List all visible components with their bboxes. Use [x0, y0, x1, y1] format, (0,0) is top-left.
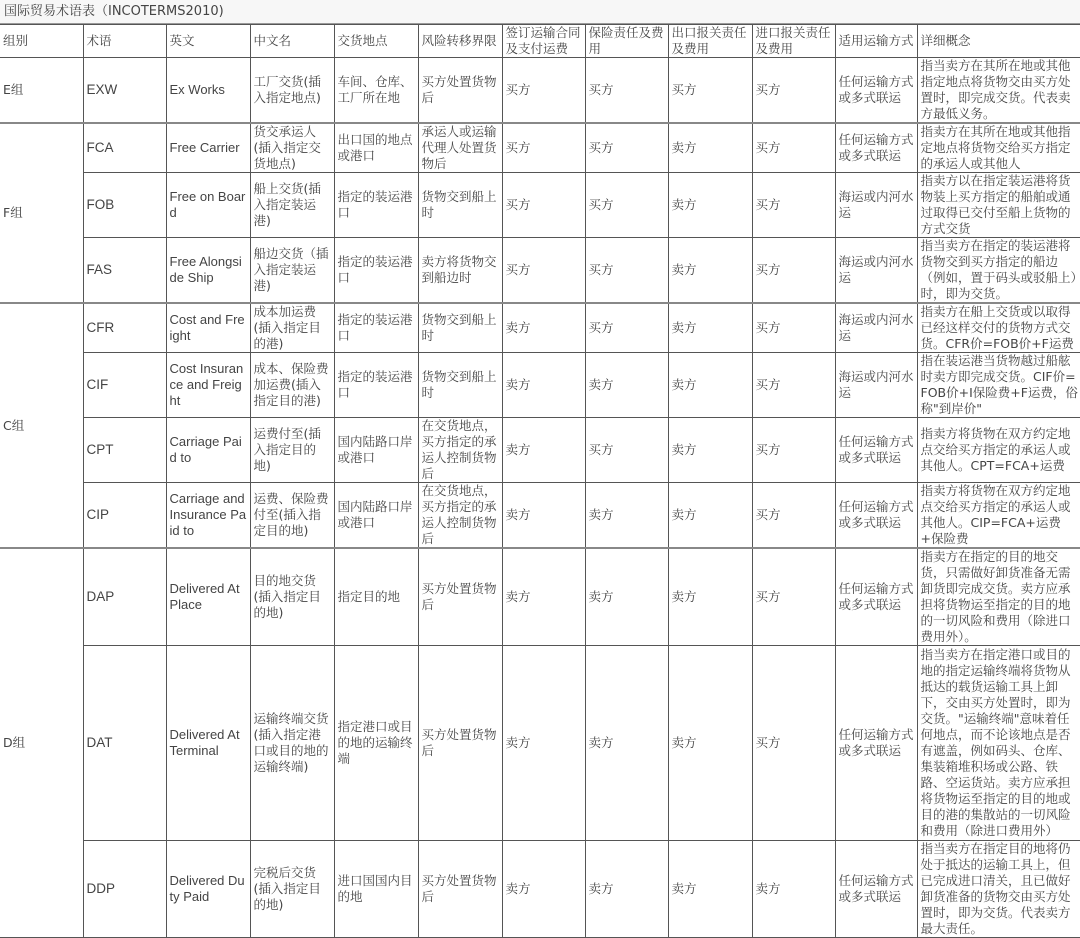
export-cell: 卖方	[668, 548, 752, 646]
mode-cell: 海运或内河水运	[835, 303, 917, 353]
risk-cell: 货物交到船上时	[418, 303, 502, 353]
chinese-cell: 目的地交货(插入指定目的地)	[250, 548, 334, 646]
header-cell-export: 出口报关责任及费用	[668, 25, 752, 58]
mode-cell: 海运或内河水运	[835, 238, 917, 304]
risk-cell: 买方处置货物后	[418, 548, 502, 646]
english-cell: Free on Board	[166, 173, 250, 238]
risk-cell: 卖方将货物交到船边时	[418, 238, 502, 304]
import-cell: 买方	[752, 548, 835, 646]
term-cell: DAP	[83, 548, 166, 646]
english-cell: Carriage Paid to	[166, 418, 250, 483]
table-row	[0, 303, 1080, 353]
risk-cell: 买方处置货物后	[418, 646, 502, 841]
table-row	[0, 646, 1080, 841]
mode-cell: 任何运输方式或多式联运	[835, 418, 917, 483]
chinese-cell: 工厂交货(插入指定地点)	[250, 58, 334, 124]
transport-cell: 卖方	[502, 353, 585, 418]
export-cell: 卖方	[668, 303, 752, 353]
header-cell-insurance: 保险责任及费用	[585, 25, 668, 58]
import-cell: 卖方	[752, 841, 835, 938]
header-cell-chinese: 中文名	[250, 25, 334, 58]
mode-cell: 海运或内河水运	[835, 353, 917, 418]
risk-cell: 买方处置货物后	[418, 58, 502, 124]
english-cell: Ex Works	[166, 58, 250, 124]
insurance-cell: 买方	[585, 418, 668, 483]
english-cell: Cost Insurance and Freight	[166, 353, 250, 418]
term-cell: CIP	[83, 483, 166, 549]
mode-cell: 任何运输方式或多式联运	[835, 123, 917, 173]
term-cell: CIF	[83, 353, 166, 418]
concept-cell: 指当卖方在指定目的地将仍处于抵达的运输工具上，但已完成进口清关，且已做好卸货准备的货物交由买方处置时，即为交货。代表卖方最大责任。	[917, 841, 1080, 938]
table-row	[0, 123, 1080, 173]
header-cell-risk: 风险转移界限	[418, 25, 502, 58]
term-cell: FAS	[83, 238, 166, 304]
group-cell: E组	[0, 58, 83, 124]
insurance-cell: 卖方	[585, 483, 668, 549]
header-cell-import: 进口报关责任及费用	[752, 25, 835, 58]
term-cell: DAT	[83, 646, 166, 841]
concept-cell: 指卖方在指定的目的地交货，只需做好卸货准备无需卸货即完成交货。卖方应承担将货物运至指定的目的地的一切风险和费用（除进口费用外）。	[917, 548, 1080, 646]
table-row	[0, 548, 1080, 646]
term-cell: EXW	[83, 58, 166, 124]
term-cell: DDP	[83, 841, 166, 938]
delivery-cell: 指定的装运港口	[334, 303, 418, 353]
concept-cell: 指卖方将货物在双方约定地点交给买方指定的承运人或其他人。CPT=FCA+运费	[917, 418, 1080, 483]
mode-cell: 海运或内河水运	[835, 173, 917, 238]
insurance-cell: 卖方	[585, 646, 668, 841]
mode-cell: 任何运输方式或多式联运	[835, 841, 917, 938]
concept-cell: 指卖方在船上交货或以取得已经这样交付的货物方式交货。CFR价=FOB价+F运费	[917, 303, 1080, 353]
header-cell-transport: 签订运输合同及支付运费	[502, 25, 585, 58]
table-row	[0, 58, 1080, 124]
export-cell: 买方	[668, 58, 752, 124]
delivery-cell: 指定的装运港口	[334, 173, 418, 238]
header-cell-mode: 适用运输方式	[835, 25, 917, 58]
english-cell: Delivered Duty Paid	[166, 841, 250, 938]
delivery-cell: 进口国国内目的地	[334, 841, 418, 938]
chinese-cell: 成本加运费(插入指定目的港)	[250, 303, 334, 353]
group-cell: C组	[0, 303, 83, 548]
header-cell-concept: 详细概念	[917, 25, 1080, 58]
transport-cell: 卖方	[502, 418, 585, 483]
concept-cell: 指卖方在其所在地或其他指定地点将货物交给买方指定的承运人或其他人	[917, 123, 1080, 173]
insurance-cell: 卖方	[585, 841, 668, 938]
delivery-cell: 指定港口或目的地的运输终端	[334, 646, 418, 841]
import-cell: 买方	[752, 58, 835, 124]
incoterms-table	[0, 24, 1080, 938]
export-cell: 卖方	[668, 353, 752, 418]
mode-cell: 任何运输方式或多式联运	[835, 483, 917, 549]
export-cell: 卖方	[668, 173, 752, 238]
mode-cell: 任何运输方式或多式联运	[835, 646, 917, 841]
transport-cell: 卖方	[502, 841, 585, 938]
table-title: 国际贸易术语表（INCOTERMS2010)	[0, 0, 1080, 24]
import-cell: 买方	[752, 353, 835, 418]
delivery-cell: 指定的装运港口	[334, 238, 418, 304]
delivery-cell: 国内陆路口岸或港口	[334, 483, 418, 549]
concept-cell: 指卖方将货物在双方约定地点交给买方指定的承运人或其他人。CIP=FCA+运费+保险费	[917, 483, 1080, 549]
term-cell: CFR	[83, 303, 166, 353]
table-row	[0, 238, 1080, 304]
risk-cell: 在交货地点，买方指定的承运人控制货物后	[418, 483, 502, 549]
english-cell: Delivered At Terminal	[166, 646, 250, 841]
header-cell-delivery: 交货地点	[334, 25, 418, 58]
transport-cell: 买方	[502, 123, 585, 173]
header-row	[0, 25, 1080, 58]
transport-cell: 买方	[502, 173, 585, 238]
export-cell: 卖方	[668, 238, 752, 304]
risk-cell: 货物交到船上时	[418, 173, 502, 238]
header-cell-english: 英文	[166, 25, 250, 58]
insurance-cell: 买方	[585, 123, 668, 173]
risk-cell: 承运人或运输代理人处置货物后	[418, 123, 502, 173]
concept-cell: 指卖方以在指定装运港将货物装上买方指定的船舶或通过取得已交付至船上货物的方式交货	[917, 173, 1080, 238]
export-cell: 卖方	[668, 123, 752, 173]
transport-cell: 卖方	[502, 303, 585, 353]
term-cell: FOB	[83, 173, 166, 238]
chinese-cell: 运费付至(插入指定目的地)	[250, 418, 334, 483]
chinese-cell: 船边交货（插入指定装运港)	[250, 238, 334, 304]
term-cell: FCA	[83, 123, 166, 173]
chinese-cell: 完税后交货(插入指定目的地)	[250, 841, 334, 938]
insurance-cell: 买方	[585, 303, 668, 353]
delivery-cell: 指定目的地	[334, 548, 418, 646]
export-cell: 卖方	[668, 418, 752, 483]
english-cell: Free Alongside Ship	[166, 238, 250, 304]
transport-cell: 卖方	[502, 483, 585, 549]
import-cell: 买方	[752, 173, 835, 238]
table-row	[0, 483, 1080, 549]
table-row	[0, 173, 1080, 238]
insurance-cell: 卖方	[585, 548, 668, 646]
risk-cell: 买方处置货物后	[418, 841, 502, 938]
english-cell: Free Carrier	[166, 123, 250, 173]
export-cell: 卖方	[668, 483, 752, 549]
transport-cell: 卖方	[502, 646, 585, 841]
import-cell: 买方	[752, 238, 835, 304]
header-cell-term: 术语	[83, 25, 166, 58]
delivery-cell: 指定的装运港口	[334, 353, 418, 418]
english-cell: Carriage and Insurance Paid to	[166, 483, 250, 549]
insurance-cell: 买方	[585, 238, 668, 304]
insurance-cell: 买方	[585, 58, 668, 124]
group-cell: D组	[0, 548, 83, 938]
import-cell: 买方	[752, 646, 835, 841]
header-cell-group: 组别	[0, 25, 83, 58]
insurance-cell: 卖方	[585, 353, 668, 418]
import-cell: 买方	[752, 483, 835, 549]
transport-cell: 买方	[502, 238, 585, 304]
delivery-cell: 车间、仓库、工厂所在地	[334, 58, 418, 124]
chinese-cell: 成本、保险费加运费(插入指定目的港)	[250, 353, 334, 418]
mode-cell: 任何运输方式或多式联运	[835, 58, 917, 124]
english-cell: Delivered At Place	[166, 548, 250, 646]
insurance-cell: 买方	[585, 173, 668, 238]
concept-cell: 指当卖方在其所在地或其他指定地点将货物交由买方处置时，即完成交货。代表卖方最低义务。	[917, 58, 1080, 124]
chinese-cell: 船上交货(插入指定装运港)	[250, 173, 334, 238]
export-cell: 卖方	[668, 646, 752, 841]
risk-cell: 在交货地点，买方指定的承运人控制货物后	[418, 418, 502, 483]
concept-cell: 指在装运港当货物越过船舷时卖方即完成交货。CIF价=FOB价+I保险费+F运费，俗称"到岸价"	[917, 353, 1080, 418]
chinese-cell: 运输终端交货(插入指定港口或目的地的运输终端)	[250, 646, 334, 841]
export-cell: 卖方	[668, 841, 752, 938]
english-cell: Cost and Freight	[166, 303, 250, 353]
chinese-cell: 运费、保险费付至(插入指定目的地)	[250, 483, 334, 549]
chinese-cell: 货交承运人(插入指定交货地点)	[250, 123, 334, 173]
risk-cell: 货物交到船上时	[418, 353, 502, 418]
table-row	[0, 418, 1080, 483]
concept-cell: 指当卖方在指定港口或目的地的指定运输终端将货物从抵达的载货运输工具上卸下，交由买方处置时，即为交货。"运输终端"意味着任何地点，而不论该地点是否有遮盖，例如码头、仓库、集装箱堆积场或公路、铁路、空运货站。卖方应承担将货物运至指定的目的地或目的港的集散站的一切风险和费用（除进口费用外）	[917, 646, 1080, 841]
delivery-cell: 国内陆路口岸或港口	[334, 418, 418, 483]
term-cell: CPT	[83, 418, 166, 483]
import-cell: 买方	[752, 123, 835, 173]
delivery-cell: 出口国的地点或港口	[334, 123, 418, 173]
concept-cell: 指当卖方在指定的装运港将货物交到买方指定的船边（例如，置于码头或驳船上）时，即为交货。	[917, 238, 1080, 304]
import-cell: 买方	[752, 418, 835, 483]
mode-cell: 任何运输方式或多式联运	[835, 548, 917, 646]
group-cell: F组	[0, 123, 83, 303]
import-cell: 买方	[752, 303, 835, 353]
transport-cell: 卖方	[502, 548, 585, 646]
table-row	[0, 353, 1080, 418]
transport-cell: 买方	[502, 58, 585, 124]
